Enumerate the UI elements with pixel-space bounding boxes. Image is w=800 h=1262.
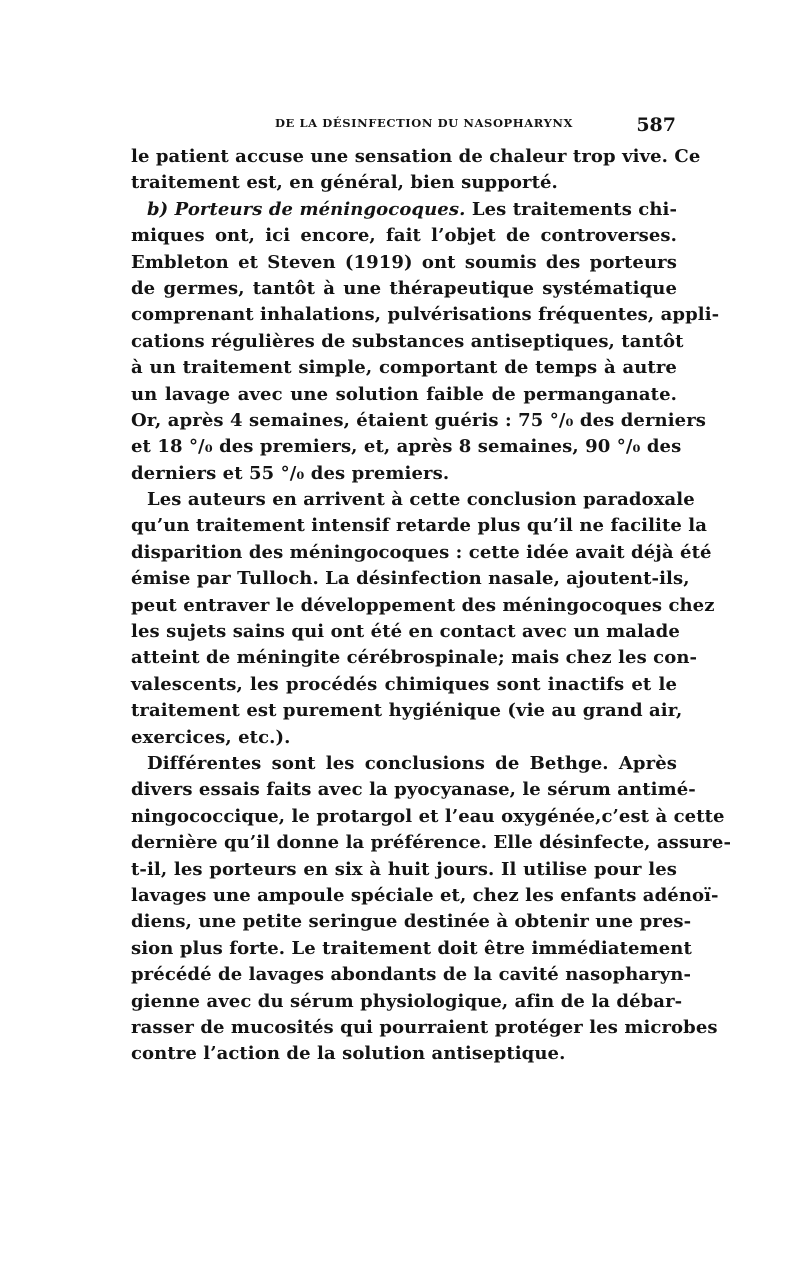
text-line xyxy=(131,197,677,223)
text-line: sion plus forte. Le traitement doit être immédiatement xyxy=(131,937,692,959)
text-run: Les traitements chi- xyxy=(465,198,678,220)
text-line: miques ont, ici encore, fait l’objet de controverses. xyxy=(131,225,677,247)
text-line: de germes, tantôt à une thérapeutique systématique xyxy=(131,277,677,299)
text-line: derniers et 55 °/₀ des premiers. xyxy=(131,462,450,484)
text-line: exercices, etc.). xyxy=(131,726,291,748)
text-line: les sujets sains qui ont été en contact avec un malade xyxy=(131,621,680,643)
section-heading: b) Porteurs de méningocoques. xyxy=(147,198,466,220)
text-line: diens, une petite seringue destinée à obtenir une pres- xyxy=(131,911,692,933)
text-line: comprenant inhalations, pulvérisations fréquentes, appli- xyxy=(131,304,720,326)
text-line: et 18 °/₀ des premiers, et, après 8 semaines, 90 °/₀ des xyxy=(131,436,682,458)
text-line: cations régulières de substances antiseptiques, tantôt xyxy=(131,330,684,352)
text-line: t-il, les porteurs en six à huit jours. Il utilise pour les xyxy=(131,858,677,880)
text-line: précédé de lavages abondants de la cavité nasopharyn- xyxy=(131,964,692,986)
text-line: lavages une ampoule spéciale et, chez les enfants adénoï- xyxy=(131,884,719,906)
body-text xyxy=(131,144,732,1068)
text-line: à un traitement simple, comportant de temps à autre xyxy=(131,357,677,379)
text-line: le patient accuse une sensation de chaleur trop vive. Ce xyxy=(131,146,701,167)
text-line: divers essais faits avec la pyocyanase, le sérum antimé- xyxy=(131,779,696,801)
text-line: qu’un traitement intensif retarde plus qu’il ne facilite la xyxy=(131,515,707,537)
text-line: atteint de méningite cérébrospinale; mais chez les con- xyxy=(131,647,698,669)
text-line: rasser de mucosités qui pourraient protéger les microbes xyxy=(131,1016,718,1038)
running-title: DE LA DÉSINFECTION DU NASOPHARYNX xyxy=(274,116,574,130)
text-line: un lavage avec une solution faible de permanganate. xyxy=(131,383,677,405)
text-line: gienne avec du sérum physiologique, afin de la débar- xyxy=(131,990,683,1012)
text-line: Embleton et Steven (1919) ont soumis des porteurs xyxy=(131,251,677,273)
text-line: peut entraver le développement des méningocoques chez xyxy=(131,594,715,616)
text-line: Différentes sont les conclusions de Bethge. Après xyxy=(147,752,677,774)
text-line: traitement est purement hygiénique (vie au grand air, xyxy=(131,700,683,722)
text-line: disparition des méningocoques : cette idée avait déjà été xyxy=(131,541,712,563)
text-line: ningococcique, le protargol et l’eau oxygénée,c’est à cette xyxy=(131,805,725,827)
text-line: contre l’action de la solution antiseptique. xyxy=(131,1043,566,1065)
text-line: valescents, les procédés chimiques sont inactifs et le xyxy=(131,673,677,695)
page-number: 587 xyxy=(636,114,676,136)
text-line: dernière qu’il donne la préférence. Elle désinfecte, assure- xyxy=(131,832,732,854)
running-head xyxy=(132,116,676,140)
text-line: traitement est, en général, bien supporté. xyxy=(131,172,558,194)
text-line: émise par Tulloch. La désinfection nasale, ajoutent-ils, xyxy=(131,568,690,590)
text-line: Or, après 4 semaines, étaient guéris : 75 °/₀ des derniers xyxy=(131,409,707,431)
text-line: Les auteurs en arrivent à cette conclusion paradoxale xyxy=(147,489,695,511)
